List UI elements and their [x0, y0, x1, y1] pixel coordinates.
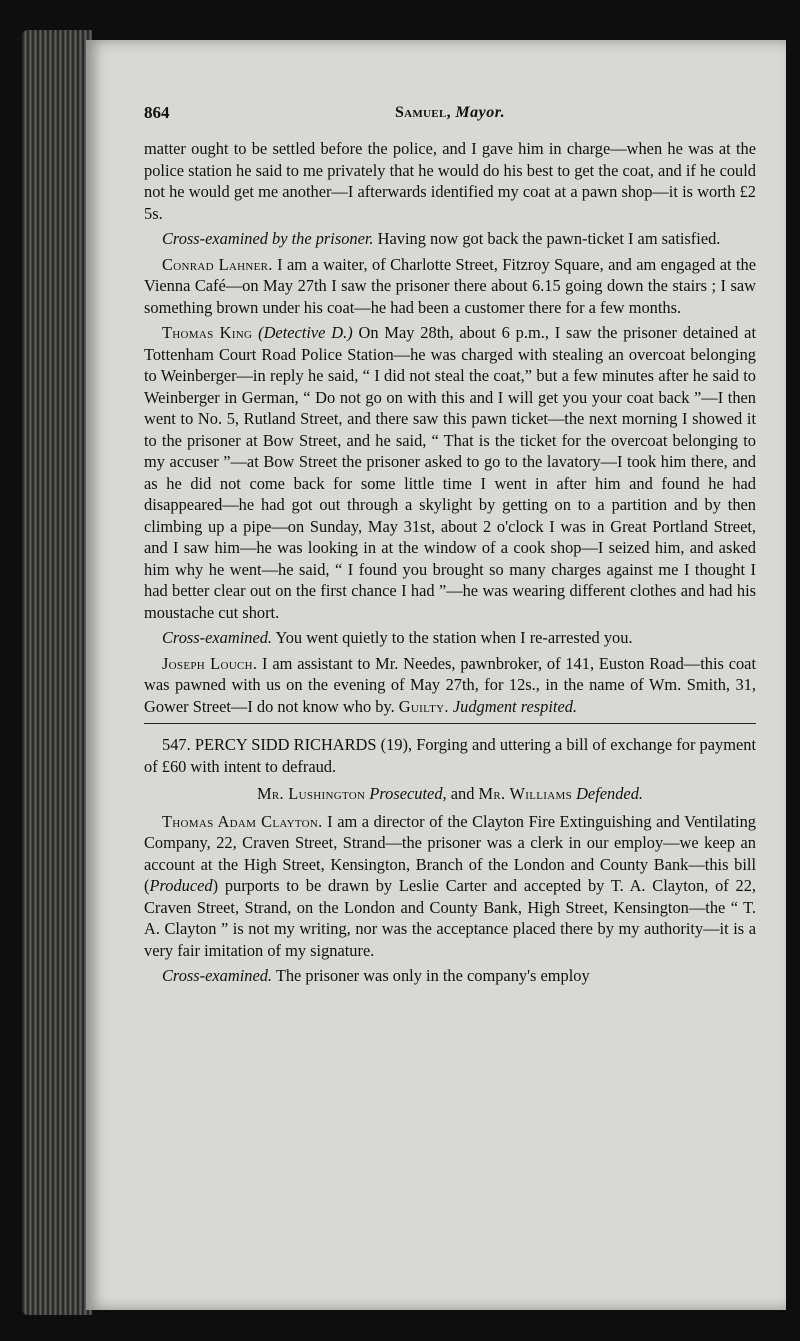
counsel-defence-role: Defended. — [572, 784, 643, 803]
witness-name: Thomas King — [162, 323, 253, 342]
section-divider — [144, 723, 756, 724]
paragraph-continuation — [144, 138, 756, 224]
case-heading — [144, 734, 756, 777]
paragraph-cross-examination — [144, 228, 756, 250]
case-heading-text: 547. PERCY SIDD RICHARDS (19), Forging and uttering a bill of exchange for payment of £60 with intent to defraud. — [144, 735, 756, 776]
running-header — [144, 102, 756, 130]
book-page-edges — [22, 30, 92, 1315]
paragraph-text: ) purports to be drawn by Leslie Carter and accepted by T. A. Clayton, of 22, Craven Street, Strand, on the London and County Bank, High Street, Kensington—the “ T. A. Clayton ” is not my writing, nor was the acceptance placed there by my authority—it is a very fair imitation of my signature. — [144, 876, 756, 960]
paragraph-witness-lahner — [144, 254, 756, 319]
paragraph-text: I am a director of the Clayton Fire Extinguishing and Ventilating Company, 22, Craven Street, Strand—the prisoner was a clerk in our employ—we keep an account at the High Street, Kensington, Branch of the London and County Bank—this bill ( — [144, 811, 757, 895]
cross-examined-label: Cross-examined. — [162, 628, 273, 647]
paragraph-text: The prisoner was only in the company's employ — [272, 966, 590, 985]
produced-label: Produced — [149, 876, 213, 895]
paragraph-text: matter ought to be settled before the police, and I gave him in charge—when he was at the police station he said to me privately that he would do his best to get the coat, and if he could not he would get me another—I afterwards identified my coat at a pawn shop—it is worth £2 5s. — [144, 139, 756, 223]
running-title-mayor: Mayor. — [455, 104, 506, 121]
running-title — [144, 102, 756, 124]
counsel-prosecution: Mr. Lushington — [257, 784, 366, 803]
paragraph-text: On May 28th, about 6 p.m., I saw the prisoner detained at Tottenham Court Road Police Station—he was charged with stealing an overcoat belonging to Weinberger—in reply he said, “ I did not steal the coat,” but a few minutes after he said to Weinberger in German, “ Do not go on with this and I will get you your coat back ”—I then went to No. 5, Rutland Street, and there saw this pawn ticket—the next morning I showed it to the prisoner at Bow Street, and he said, “ That is the ticket for the overcoat belonging to my accuser ”—at Bow Street the prisoner asked to go to the lavatory—I took him there, and as he did not come back for some little time I went in after him and found he had disappeared—he had got out through a skylight by getting on to a partition and by then climbing up a pipe—on Sunday, May 31st, about 2 o'clock I was in Great Portland Street, and I saw him—he was looking in at the window of a cook shop—I seized him, and asked him why he went—he said, “ I found you brought so many charges against me I thought I had better clear out on the first chance I had ”—he was wearing different clothes and had his moustache cut short. — [144, 323, 757, 622]
paragraph-text: Having now got back the pawn-ticket I am satisfied. — [373, 229, 721, 248]
paragraph-witness-louch — [144, 653, 756, 718]
paragraph-witness-clayton — [144, 811, 756, 962]
cross-examined-label: Cross-examined by the prisoner. — [162, 229, 374, 248]
paragraph-cross-examination — [144, 627, 756, 649]
cross-examined-label: Cross-examined. — [162, 966, 273, 985]
page-number: 864 — [144, 103, 170, 122]
paragraph-cross-examination — [144, 965, 756, 987]
counsel-line — [144, 783, 756, 805]
witness-name: Conrad Lahner. — [162, 254, 273, 274]
counsel-prosecution-role: Prosecuted, — [365, 784, 447, 803]
paragraph-text: I am assistant to Mr. Needes, pawnbroker, of 141, Euston Road—this coat was pawned with us on the evening of May 27th, for 12s., in the name of Wm. Smith, 31, Gower Street—I do not know who by. — [144, 653, 757, 716]
book-page — [86, 40, 786, 1310]
witness-name: Joseph Louch. — [162, 653, 258, 673]
judgment: Judgment respited. — [448, 696, 578, 716]
verdict: Guilty. — [398, 696, 449, 716]
witness-name: Thomas Adam Clayton. — [162, 811, 323, 831]
page-content — [144, 102, 756, 991]
paragraph-witness-king — [144, 322, 756, 623]
paragraph-text: I am a waiter, of Charlotte Street, Fitzroy Square, and am engaged at the Vienna Café—on May 27th I saw the prisoner there about 6.15 going down the stairs ; I saw something brown under his coat—he had been a customer there for a few months. — [144, 254, 756, 317]
running-title-name: Samuel, — [394, 104, 451, 121]
counsel-connector: and — [446, 784, 479, 803]
witness-role: (Detective D.) — [252, 323, 353, 342]
counsel-defence: Mr. Williams — [478, 784, 572, 803]
paragraph-text: You went quietly to the station when I re-arrested you. — [272, 628, 633, 647]
